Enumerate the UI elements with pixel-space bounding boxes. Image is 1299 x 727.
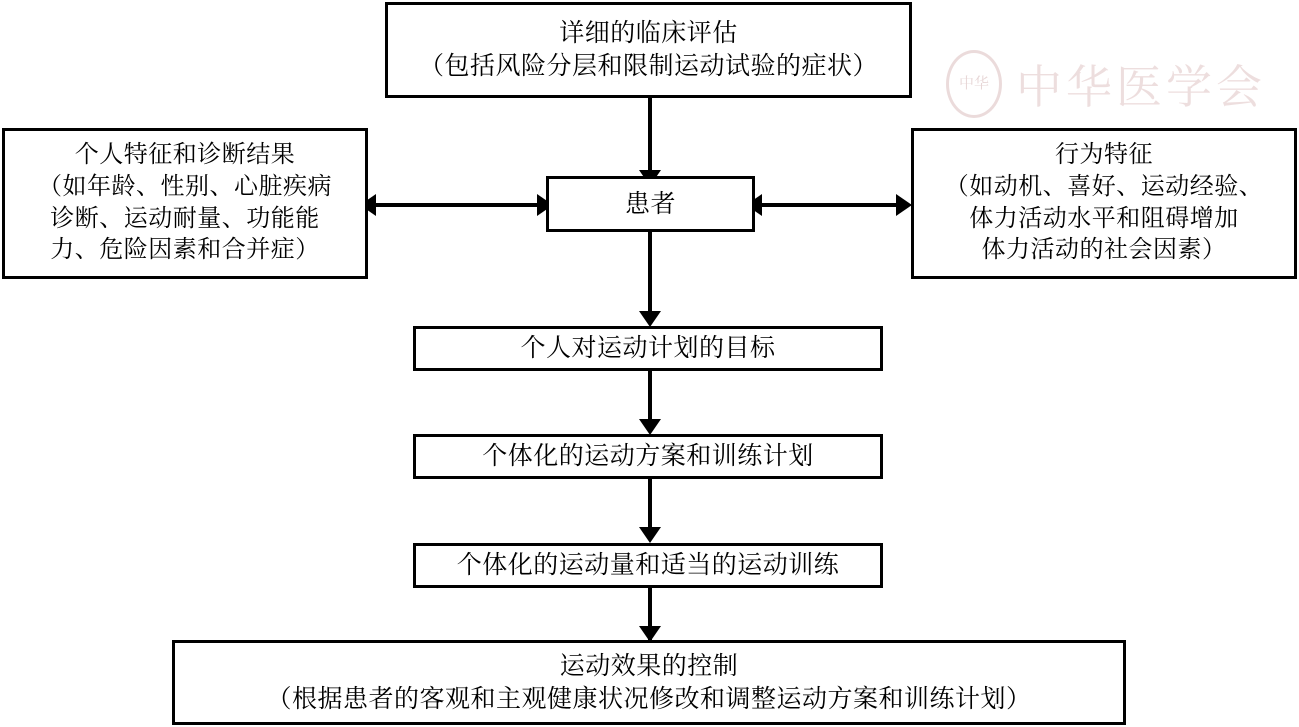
node-line: （如年龄、性别、心脏疾病 bbox=[38, 173, 332, 200]
node-line: 患者 bbox=[624, 190, 676, 218]
node-line: 个人对运动计划的目标 bbox=[520, 335, 776, 362]
connector-personal-patient bbox=[370, 203, 546, 207]
exercise-plan-goals-node bbox=[413, 326, 883, 371]
node-line: 行为特征 bbox=[1055, 142, 1153, 169]
personal-characteristics-node bbox=[2, 128, 368, 279]
node-line: 详细的临床评估 bbox=[559, 20, 738, 47]
watermark-text: 中华医学会 bbox=[1016, 62, 1266, 113]
arrowhead-patient-to-goals bbox=[639, 311, 661, 327]
connector-patient-to-goals bbox=[648, 232, 652, 318]
node-line: 个体化的运动方案和训练计划 bbox=[482, 443, 814, 470]
outcome-control-node bbox=[172, 640, 1126, 725]
arrowhead-goals-to-program bbox=[639, 419, 661, 435]
node-line: （根据患者的客观和主观健康状况修改和调整运动方案和训练计划） bbox=[266, 685, 1032, 713]
connector-patient-behavior bbox=[755, 203, 905, 207]
node-line: 体力活动水平和阻碍增加 bbox=[969, 205, 1239, 232]
clinical-assessment-node bbox=[385, 2, 912, 98]
individualized-program-node bbox=[413, 434, 883, 479]
arrowhead-program-to-volume bbox=[639, 527, 661, 543]
node-line: 个人特征和诊断结果 bbox=[74, 142, 296, 169]
node-line: （包括风险分层和限制运动试验的症状） bbox=[418, 53, 878, 80]
seal-text: 中华 bbox=[958, 75, 989, 92]
node-line: 体力活动的社会因素） bbox=[981, 237, 1227, 264]
node-line: 个体化的运动量和适当的运动训练 bbox=[456, 552, 840, 579]
arrowhead-to-behavior bbox=[896, 194, 912, 216]
behavioral-characteristics-node bbox=[911, 128, 1297, 279]
individualized-volume-node bbox=[413, 543, 883, 588]
watermark bbox=[946, 45, 1266, 123]
seal-icon bbox=[946, 50, 1002, 118]
node-line: 运动效果的控制 bbox=[559, 652, 739, 680]
node-line: （如动机、喜好、运动经验、 bbox=[944, 173, 1264, 200]
patient-node bbox=[546, 176, 755, 232]
node-line: 诊断、运动耐量、功能能 bbox=[50, 205, 320, 232]
node-line: 力、危险因素和合并症） bbox=[50, 237, 320, 264]
connector-assessment-to-patient bbox=[648, 98, 652, 176]
